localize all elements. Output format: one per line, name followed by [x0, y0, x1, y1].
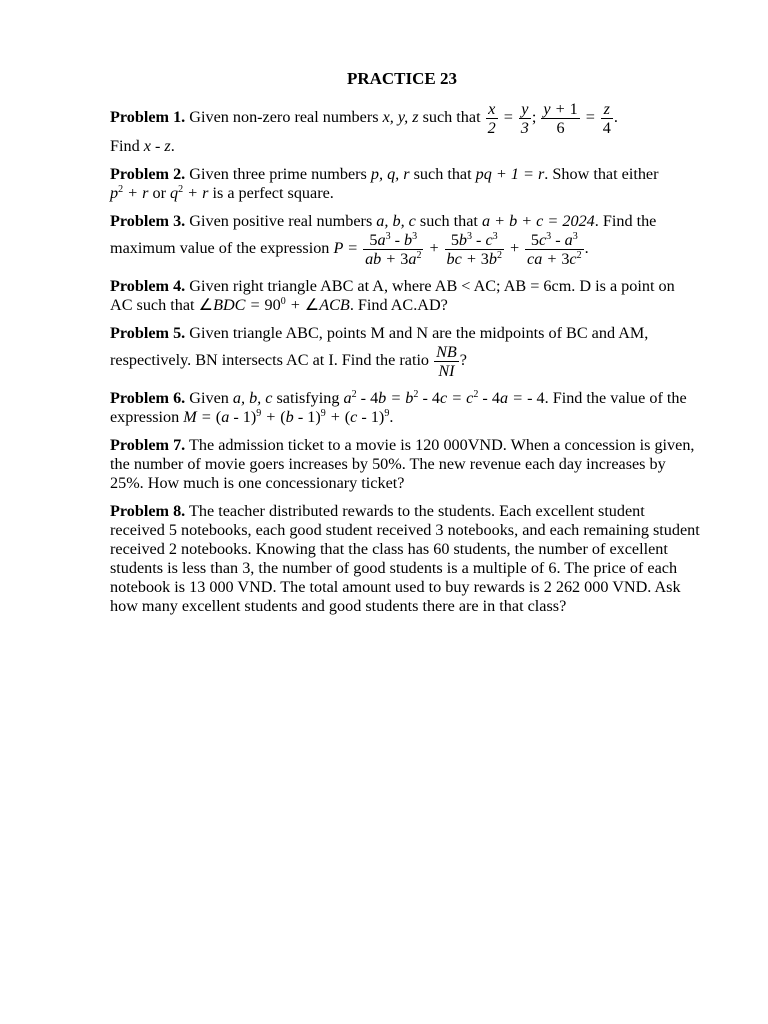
page-title: PRACTICE 23 — [346, 69, 458, 88]
problem-2-expr-1: $p^2 + r$ — [110, 184, 149, 202]
problem-3-text-2: such that — [415, 212, 482, 230]
problem-7 — [110, 436, 700, 493]
problem-6-text-3: . Find the value of the expression — [110, 389, 687, 426]
problem-1-math-vars: x, y, z — [382, 108, 419, 127]
problem-1-text-2: such that — [418, 108, 485, 127]
problem-6 — [110, 389, 700, 427]
problem-2-text-4: or — [148, 184, 170, 202]
problem-2-label: Problem 2. — [110, 165, 186, 183]
problem-7-text: The admission ticket to a movie is 120 000VND. When a concession is given, the number of movie goers increases by 50%. The new revenue each day increases by 25%. How much is one concessionary ticket? — [110, 436, 695, 492]
problem-2-text-5: is a perfect square. — [208, 184, 334, 202]
problem-5 — [110, 324, 700, 380]
problem-2-expr-2: $q^2 + r$ — [170, 184, 209, 202]
problem-2-text-2: such that — [409, 165, 476, 183]
problem-6-condition: $a^2 - 4b = b^2 - 4c = c^2 - 4a$ = - 4 — [343, 389, 545, 407]
problem-6-expression: M = (a - 1)$^9$ + (b - 1)$^9$ + (c - 1)$^9$ — [183, 408, 390, 426]
problem-5-ratio: $\frac{NB}{NI}$ — [436, 343, 457, 380]
problem-8 — [110, 502, 700, 616]
problem-2-text-3: . Show that either — [544, 165, 659, 183]
problem-5-label: Problem 5. — [110, 324, 186, 342]
problem-1-label: Problem 1. — [110, 108, 186, 127]
problem-3-math-vars: a, b, c — [376, 212, 416, 230]
problem-1-text-3: Find — [110, 137, 144, 155]
problem-5-text-2: ? — [459, 351, 467, 370]
problem-4-text: Given right triangle ABC at A, where AB < AC; AB = 6cm. D is a point on AC such that — [110, 277, 675, 314]
problem-5-text: Given triangle ABC, points M and N are the midpoints of BC and AM, respectively. BN intersects AC at I. Find the ratio — [110, 324, 649, 370]
problem-3-label: Problem 3. — [110, 212, 186, 230]
problem-6-text-4: . — [389, 408, 394, 426]
problem-1-text-4: . — [170, 137, 175, 155]
problem-6-text: Given — [185, 389, 233, 407]
problem-1-equation: $\frac{x}{2}$ = $\frac{y}{3}$ ; $\frac{y + 1}{6}$ = $\frac{z}{4}$ . — [487, 100, 618, 137]
problem-6-label: Problem 6. — [110, 389, 186, 407]
problem-2-text: Given three prime numbers — [185, 165, 371, 183]
problem-1-target: x - z — [143, 137, 171, 155]
problem-3-text-3: . Find the maximum value of the expression — [110, 212, 657, 258]
problem-2-condition: pq + 1 = r — [475, 165, 545, 183]
problem-8-label: Problem 8. — [110, 502, 186, 520]
problem-1 — [110, 100, 700, 156]
problem-4 — [110, 277, 700, 315]
problem-3-expression: P = $\frac{5a^3 - b^3}{ab + 3a^2}$ + $\frac{5b^3 - c^3}{bc + 3b^2}$ + $\frac{5c^3 - a^3}{ca + 3c^2}$ . — [333, 231, 589, 268]
problem-1-text: Given non-zero real numbers — [185, 108, 383, 127]
problem-7-label: Problem 7. — [110, 436, 186, 454]
problem-3-text: Given positive real numbers — [185, 212, 377, 230]
problem-4-angle-condition: ∠BDC = $90^0$ + ∠ACB — [198, 296, 350, 314]
problem-8-text: The teacher distributed rewards to the students. Each excellent student received 5 notebooks, each good student received 3 notebooks, and each remaining student received 2 notebooks. Knowing that the class has 60 students, the number of excellent students is less than 3, the number of good students is a multiple of 6. The price of each notebook is 13 000 VND. The total amount used to buy rewards is 2 262 000 VND. Ask how many excellent students and good students there are in that class? — [110, 502, 700, 615]
problem-4-label: Problem 4. — [110, 277, 186, 295]
problem-4-text-2: . Find AC.AD? — [349, 296, 448, 314]
problem-2 — [110, 165, 700, 203]
problem-list — [110, 100, 700, 625]
problem-3 — [110, 212, 700, 268]
problem-6-text-2: satisfying — [272, 389, 344, 407]
problem-3-condition: a + b + c = 2024 — [481, 212, 595, 230]
problem-2-math-vars: p, q, r — [370, 165, 410, 183]
problem-6-math-vars: a, b, c — [232, 389, 273, 407]
